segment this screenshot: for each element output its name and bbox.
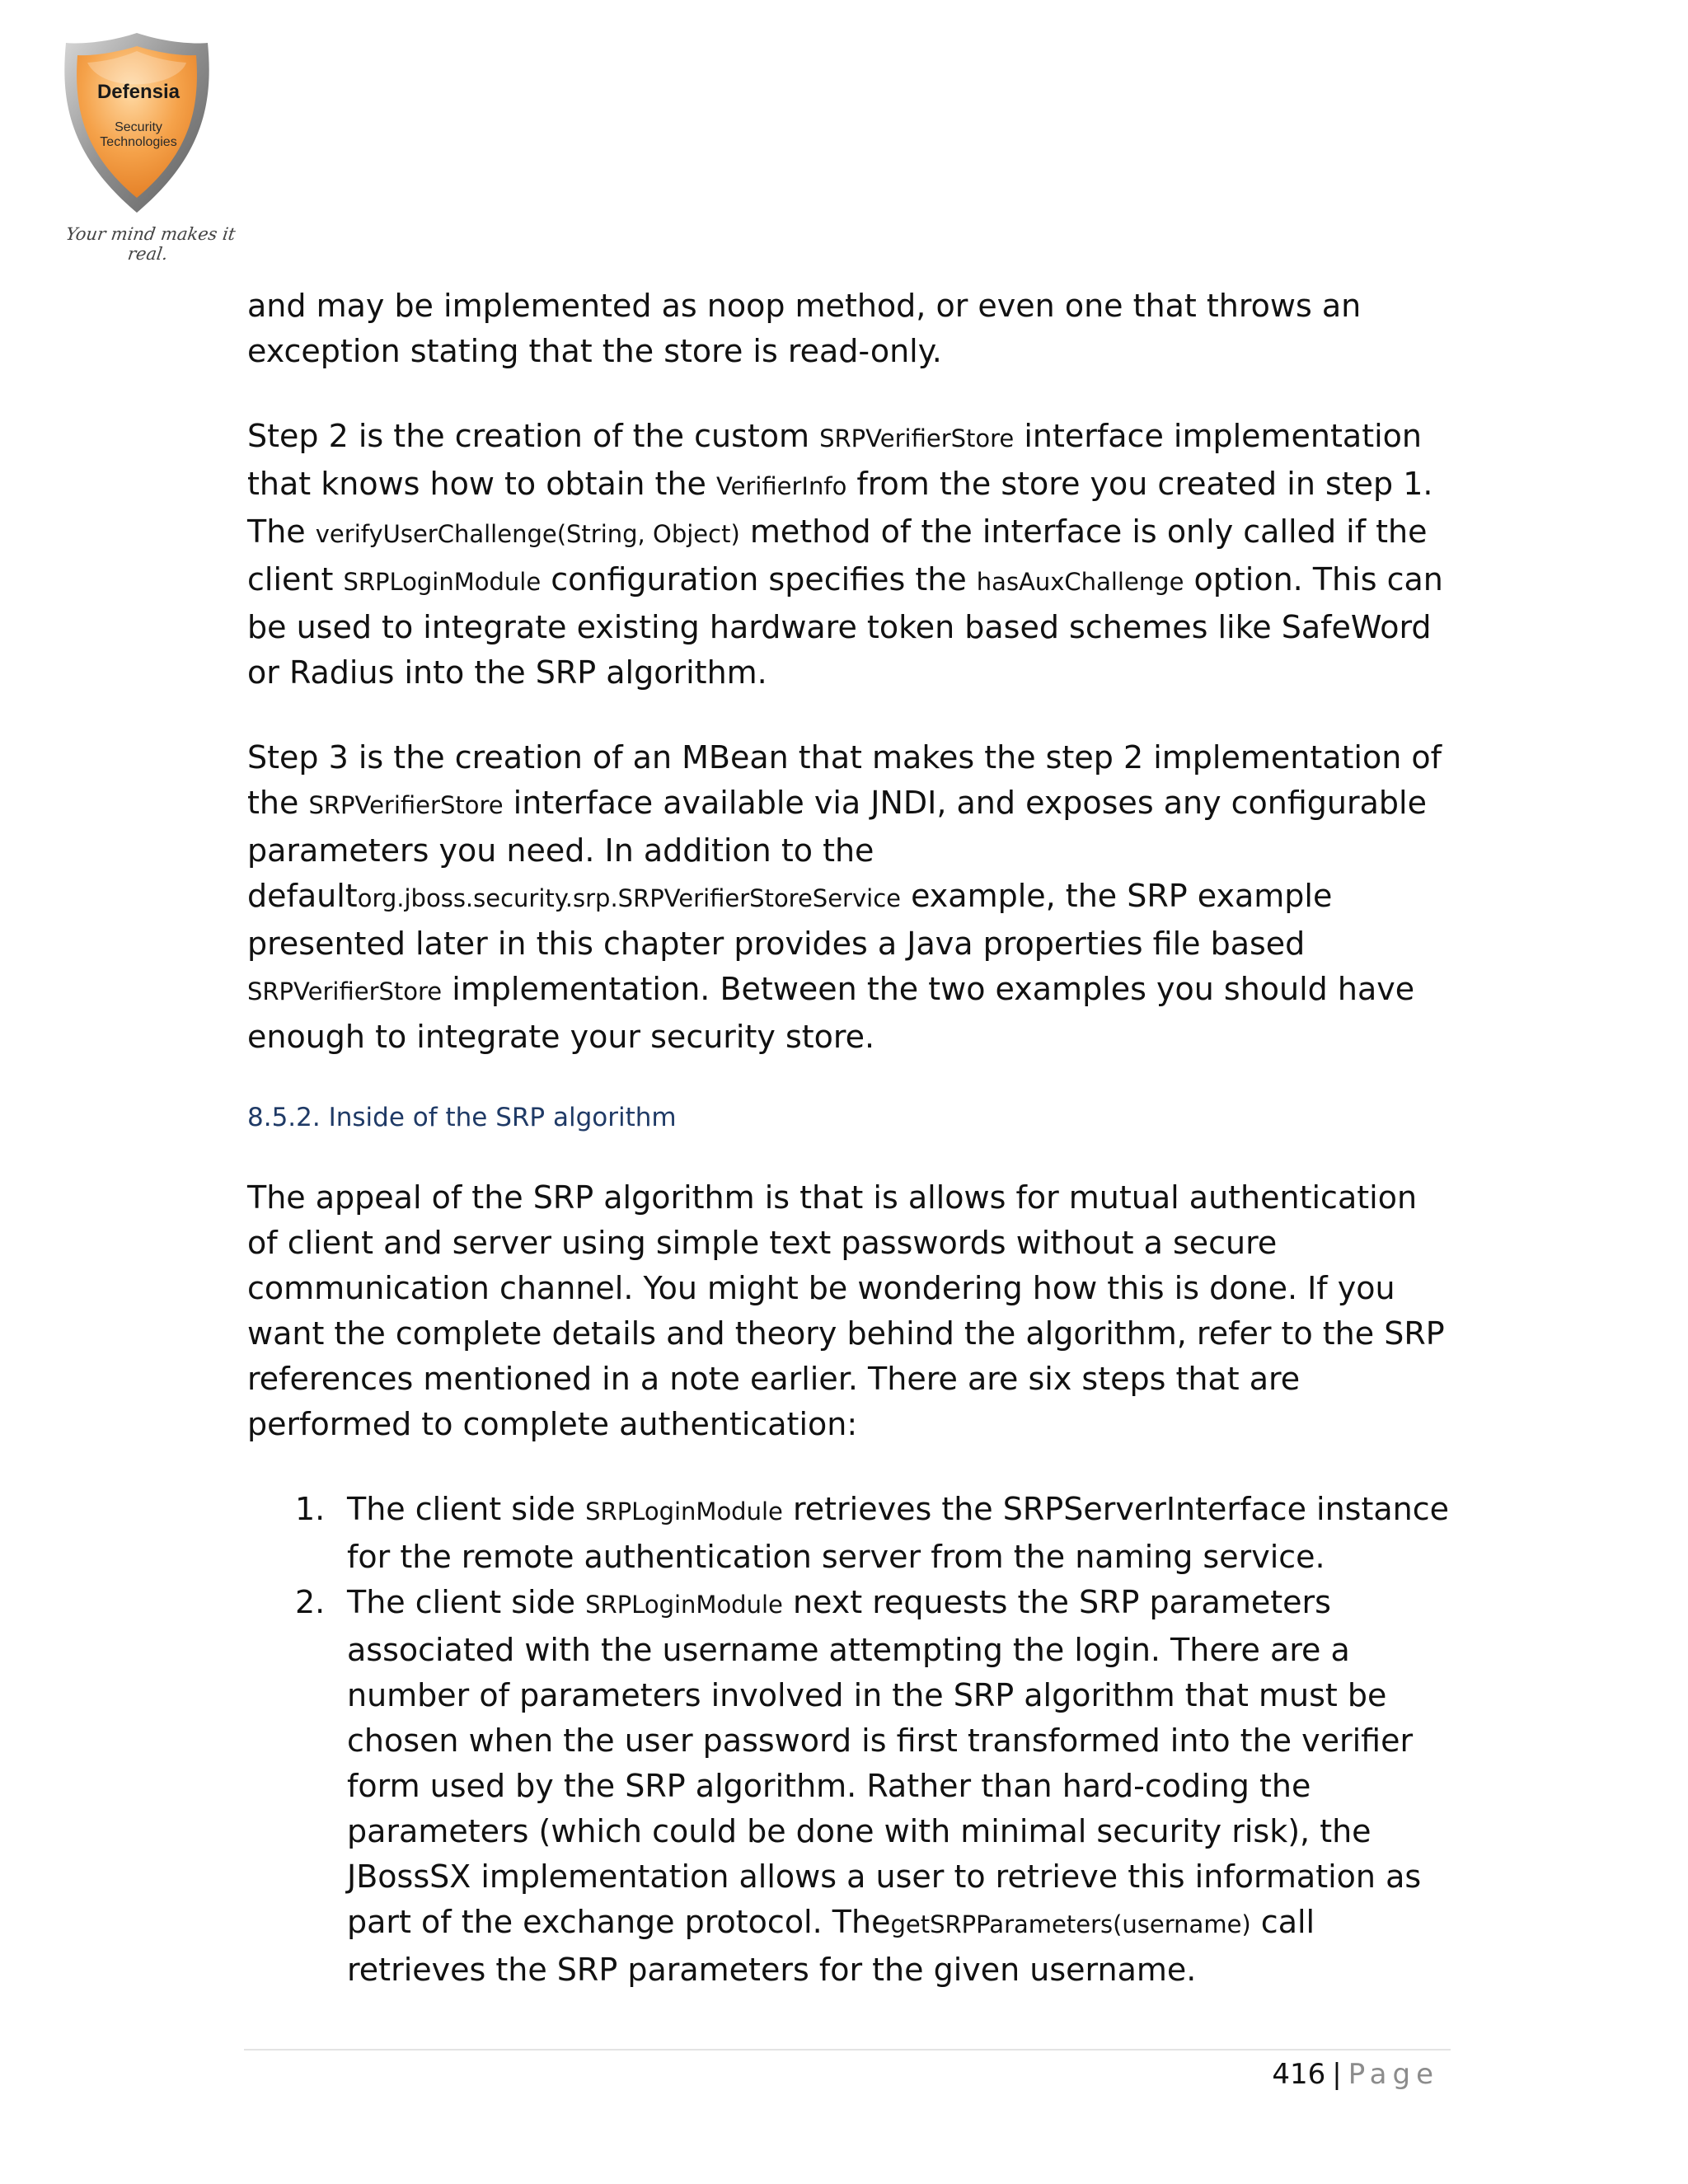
text-run: Step 3 is the creation of an MBean that makes the step 2 implementation of the: [247, 739, 1442, 821]
paragraph-noop: and may be implemented as noop method, or even one that throws an exception stating that the store is read-only.: [247, 288, 1362, 369]
code-srpverifierstoreservice: org.jboss.security.srp.SRPVerifierStoreService: [357, 884, 901, 912]
paragraph-step2: [247, 414, 1451, 696]
code-getsrpparameters: getSRPParameters(username): [890, 1910, 1251, 1938]
company-logo: [54, 30, 244, 264]
text-run: configuration specifies the: [541, 561, 977, 598]
code-srploginmodule: SRPLoginModule: [585, 1591, 783, 1619]
text-run: retrieves the SRPServerInterface instance for the remote authentication server from the naming service.: [347, 1491, 1450, 1575]
code-verifierinfo: VerifierInfo: [715, 472, 847, 500]
logo-brand: Defensia: [96, 81, 181, 103]
text-run: next requests the SRP parameters associated with the username attempting the login. There are a number of parameters involved in the SRP algorithm that must be chosen when the user password is first transformed into the verifier form used by the SRP algorithm. Rather than hard-coding the parameters (which could be done with minimal security risk), the JBossSX implementation allows a user to retrieve this information as part of the exchange protocol. The: [347, 1584, 1422, 1940]
text-run: The client side: [347, 1584, 586, 1620]
list-item: [247, 1580, 1451, 1993]
steps-list: [247, 1487, 1451, 1993]
logo-subtitle-line1: Security: [115, 120, 162, 134]
page-content: [247, 284, 1451, 1993]
text-run: interface available via JNDI, and exposes any configurable parameters you need. In addition to the default: [247, 785, 1427, 914]
logo-tagline: Your mind makes it real.: [64, 224, 237, 264]
code-srpverifierstore: SRPVerifierStore: [308, 791, 504, 819]
text-run: implementation. Between the two examples you should have enough to integrate your security store.: [247, 971, 1415, 1055]
list-number: 1.: [295, 1491, 326, 1527]
text-run: from the store you created in step 1. The: [247, 466, 1433, 550]
section-heading: 8.5.2. Inside of the SRP algorithm: [247, 1103, 677, 1132]
footer-divider: [244, 2049, 1451, 2050]
footer-separator: |: [1332, 2058, 1342, 2091]
code-hasauxchallenge: hasAuxChallenge: [976, 568, 1184, 596]
text-run: call retrieves the SRP parameters for the given username.: [347, 1904, 1315, 1988]
code-srpverifierstore: SRPVerifierStore: [247, 977, 443, 1005]
logo-subtitle: [66, 120, 211, 150]
text-run: example, the SRP example presented later in this chapter provides a Java properties file based: [247, 878, 1333, 962]
list-number: 2.: [295, 1584, 326, 1620]
code-verifyuserchallenge: verifyUserChallenge(String, Object): [315, 520, 740, 548]
text-run: option. This can be used to integrate existing hardware token based schemes like SafeWord or Radius into the SRP algorithm.: [247, 561, 1443, 691]
code-srpverifierstore: SRPVerifierStore: [819, 424, 1015, 452]
text-run: method of the interface is only called if the client: [247, 513, 1428, 598]
paragraph-step3: [247, 735, 1451, 1060]
text-run: interface implementation that knows how to obtain the: [247, 418, 1422, 502]
page-label: Page: [1348, 2058, 1439, 2091]
text-run: The client side: [347, 1491, 586, 1527]
list-item: [247, 1487, 1451, 1580]
text-run: Step 2 is the creation of the custom: [247, 418, 820, 454]
page-number: 416: [1272, 2058, 1326, 2091]
code-srploginmodule: SRPLoginModule: [343, 568, 542, 596]
paragraph-srp-appeal: The appeal of the SRP algorithm is that is allows for mutual authentication of client and server using simple text passwords without a secure communication channel. You might be wondering how this is done. If you want the complete details and theory behind the algorithm, refer to the SRP references mentioned in a note earlier. There are six steps that are performed to complete authentication:: [247, 1179, 1445, 1442]
code-srploginmodule: SRPLoginModule: [585, 1497, 783, 1526]
page-footer: [1272, 2054, 1439, 2095]
logo-subtitle-line2: Technologies: [100, 135, 177, 149]
